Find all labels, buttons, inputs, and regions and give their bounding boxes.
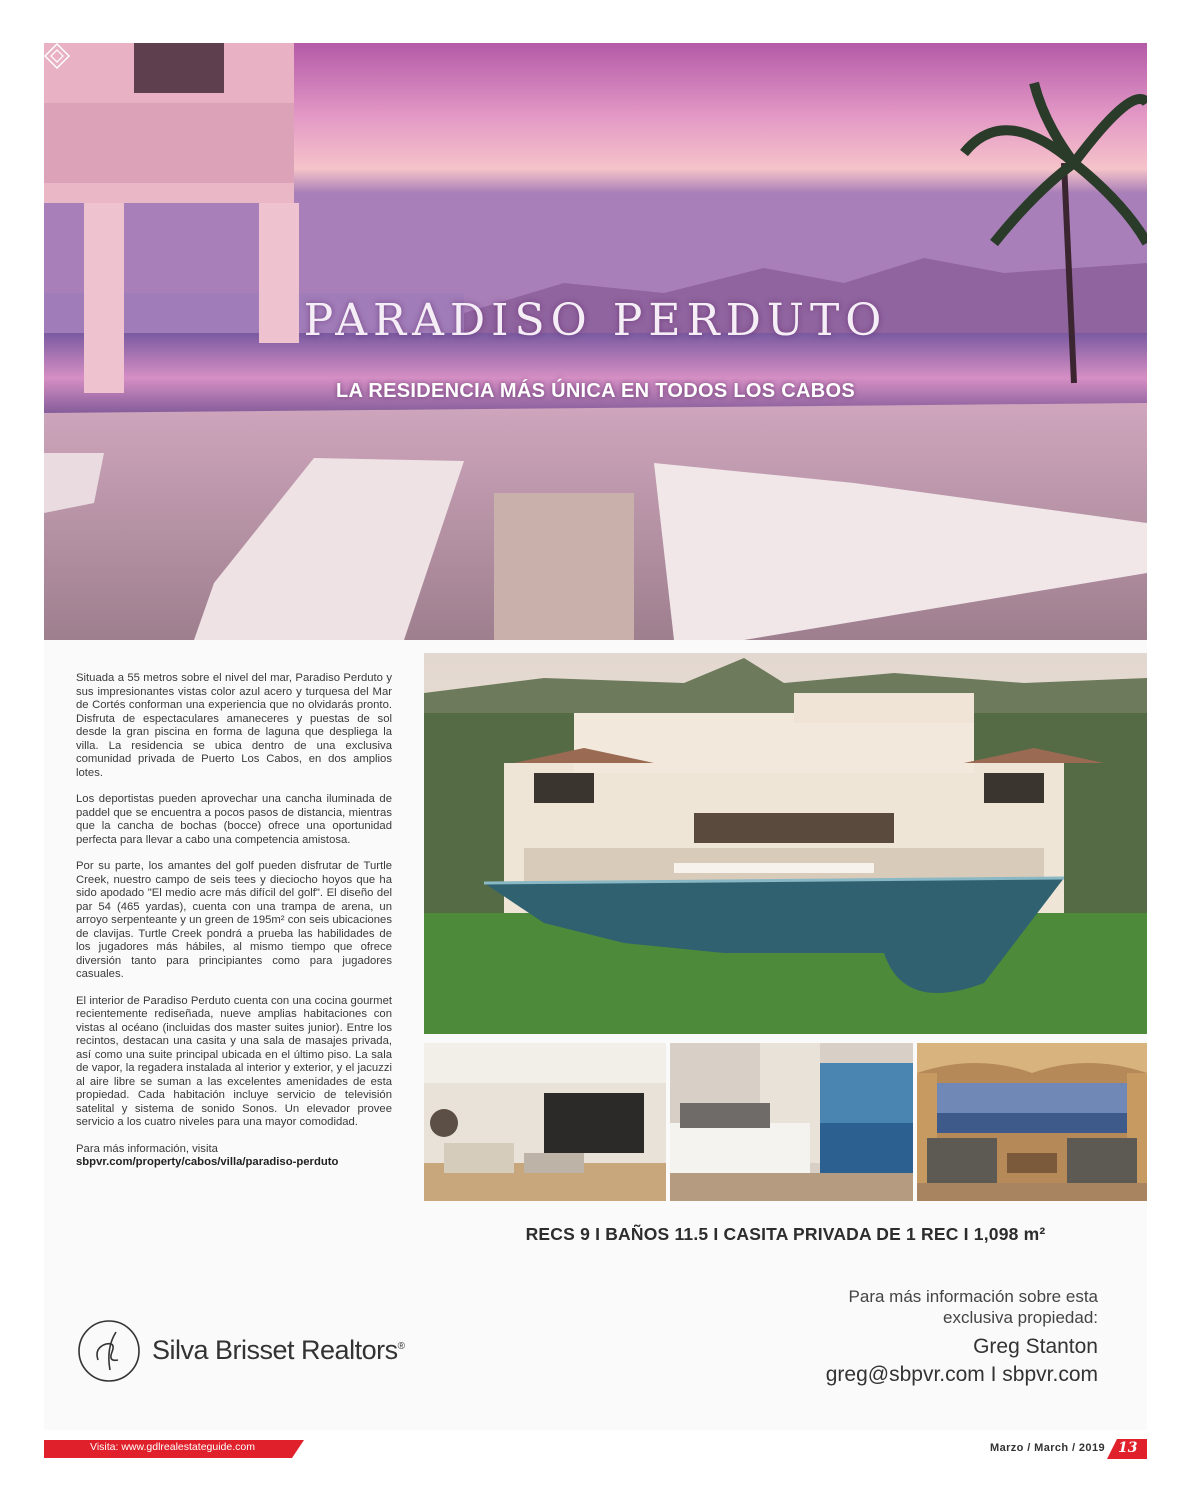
- paragraph-1: Situada a 55 metros sobre el nivel del mar, Paradiso Perduto y sus impresionantes vistas color azul acero y turquesa del Mar de Cortés conforman una experiencia que no olvidarás pronto. Disfruta de espectaculares amaneceres y puestas de sol desde la gran piscina en forma de laguna que despliega la villa. La residencia se ubica dentro de una exclusiva comunidad privada de Puerto Los Cabos, en dos amplios lotes.: [76, 672, 392, 779]
- article-text: [76, 672, 392, 1170]
- hero-photo: [44, 43, 1147, 640]
- more-info-label: Para más información, visita: [76, 1142, 218, 1155]
- logo-wordmark: [152, 1318, 404, 1379]
- paragraph-4: El interior de Paradiso Perduto cuenta con una cocina gourmet recientemente rediseñada, nueve amplias habitaciones con vistas al océano (incluidas dos master suites junior). Entre los recintos, destacan una casita y una sala de masajes privada, así como una suite principal ubicada en el último piso. La sala de vapor, la regadera instalada al interior y exterior, y el jacuzzi al aire libre se suman a las excelentes amenidades de esta propiedad. Cada habitación incluye servicio de televisión satelital y sistema de sonido Sonos. Un elevador provee servicio a los cuatro niveles para una mayor comodidad.: [76, 994, 392, 1128]
- contact-block: [826, 1286, 1098, 1387]
- agent-name: Greg Stanton: [973, 1335, 1098, 1358]
- contact-line-1: Para más información sobre esta: [848, 1287, 1098, 1306]
- diamond-ornament-icon: [44, 43, 70, 69]
- hero-title: PARADISO PERDUTO: [303, 295, 888, 346]
- page-number: 13: [1118, 1440, 1138, 1456]
- footer-website[interactable]: Visita: www.gdlrealestateguide.com: [90, 1441, 255, 1453]
- agent-email[interactable]: greg@sbpvr.com I sbpvr.com: [825, 1363, 1098, 1386]
- paragraph-2: Los deportistas pueden aprovechar una cancha iluminada de paddel que se encuentra a pocos pasos de distancia, mientras que la cancha de bochas (bocce) ofrece una oportunidad perfecta para llevar a cabo una competencia amistosa.: [76, 793, 392, 846]
- living-room-photo: [424, 1043, 666, 1201]
- logo-text: Silva Brisset Realtors: [152, 1335, 398, 1365]
- bedroom-photo: [670, 1043, 913, 1201]
- footer-date: Marzo / March / 2019: [990, 1442, 1105, 1454]
- property-link[interactable]: sbpvr.com/property/cabos/villa/paradiso-perduto: [76, 1156, 339, 1168]
- property-specs: RECS 9 I BAÑOS 11.5 I CASITA PRIVADA DE 1 REC I 1,098 m²: [525, 1224, 1046, 1244]
- contact-line-2: exclusiva propiedad:: [943, 1308, 1098, 1327]
- logo-monogram-icon: [76, 1318, 142, 1384]
- silva-brisset-logo: [76, 1318, 406, 1390]
- terrace-photo: [917, 1043, 1147, 1201]
- paragraph-3: Por su parte, los amantes del golf pueden disfrutar de Turtle Creek, nuestro campo de seis tees y dieciocho hoyos que ha sido apodado "El medio acre más difícil del golf". El diseño del par 54 (465 yardas), cuenta con una trampa de arena, un arroyo serpenteante y un green de 195m² con seis ubicaciones de clavijas. Turtle Creek pondrá a prueba las habilidades de los jugadores más hábiles, al mismo tiempo que ofrece diversión tanto para principiantes como para jugadores casuales.: [76, 860, 392, 980]
- logo-registered-mark: ®: [397, 1341, 405, 1352]
- villa-exterior-photo: [424, 653, 1147, 1034]
- hero-subtitle: LA RESIDENCIA MÁS ÚNICA EN TODOS LOS CABOS: [336, 380, 855, 402]
